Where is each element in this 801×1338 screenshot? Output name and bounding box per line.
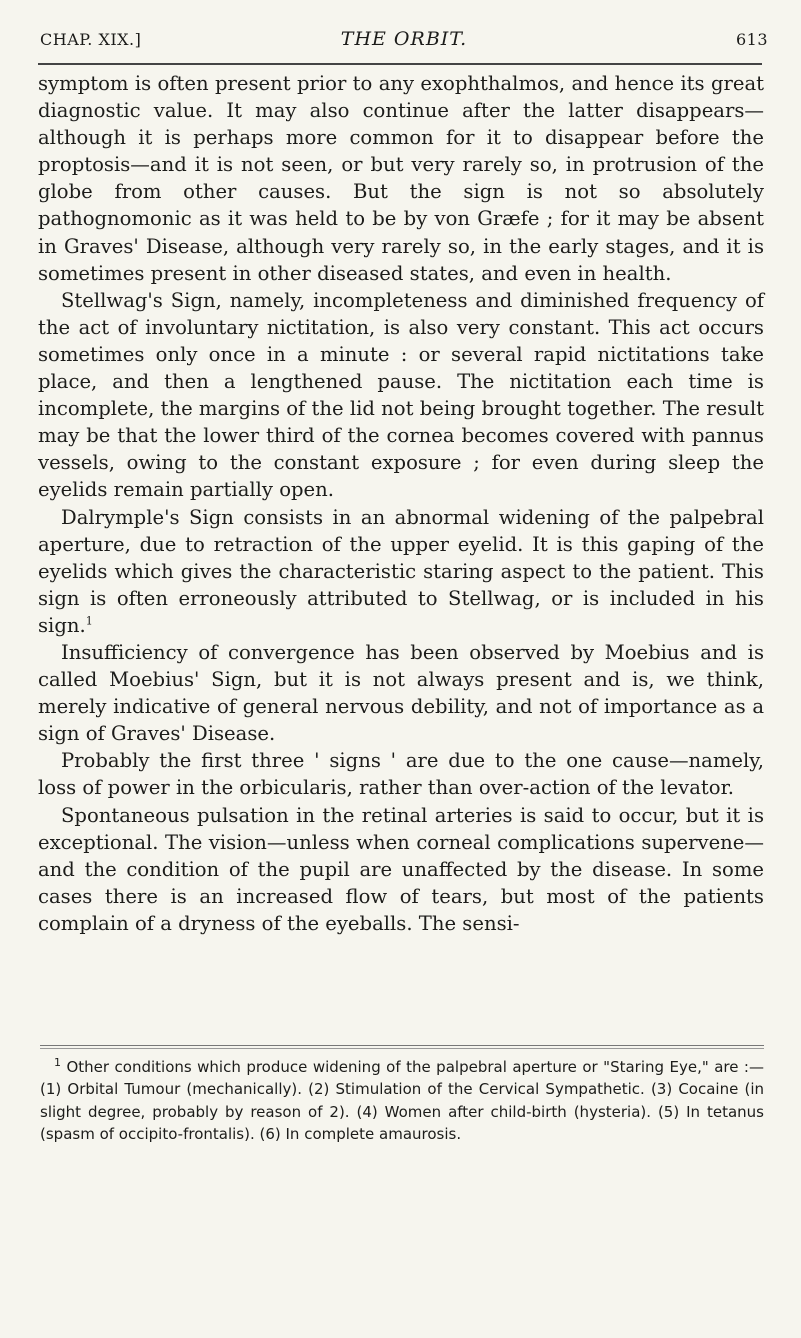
paragraph: Probably the first three ' signs ' are due to the one cause—namely, loss of power in the orbicularis, rather than over-action of the levator. xyxy=(38,749,764,800)
page-title: THE ORBIT. xyxy=(340,28,468,50)
paragraph: Spontaneous pulsation in the retinal arteries is said to occur, but it is exceptional. The vision—unless when corneal complications supervene—and the condition of the pupil are unaffected by the disease. In some cases there is an increased flow of tears, but most of the patients complain of a dryness of the eyeballs. The sensi- xyxy=(38,803,764,935)
paragraph xyxy=(38,504,764,639)
paragraph: symptom is often present prior to any exophthalmos, and hence its great diagnostic value. It may also continue after the latter disappears—although it is perhaps more common for it to disappear before the proptosis—and it is not seen, or but very rarely so, in protrusion of the globe from other causes. But the sign is not so absolutely pathognomonic as it was held to be by von Græfe ; for it may be absent in Graves' Disease, although very rarely so, in the early stages, and it is sometimes present in other diseased states, and even in health. xyxy=(38,72,764,285)
chapter-label: CHAP. XIX.] xyxy=(40,30,142,49)
paragraph: Insufficiency of convergence has been observed by Moebius and is called Moebius' Sign, but it is not always present and is, we think, merely indicative of general nervous debility, and not of importance as a sign of Graves' Disease. xyxy=(38,640,764,746)
footnote-reference: 1 xyxy=(85,614,93,628)
footnote-rule-secondary xyxy=(40,1048,764,1049)
header-rule xyxy=(38,63,762,65)
page-number: 613 xyxy=(735,30,768,49)
paragraph-text: Dalrymple's Sign consists in an abnormal widening of the palpebral aperture, due to retraction of the upper eyelid. It is this gaping of the eyelids which gives the characteristic staring aspect to the patient. This sign is often erroneously attributed to Stellwag, or is included in his sign. xyxy=(38,505,764,637)
paragraph: Stellwag's Sign, namely, incompleteness and diminished frequency of the act of involuntary nictitation, is also very constant. This act occurs sometimes only once in a minute : or several rapid nictitations take place, and then a lengthened pause. The nictitation each time is incomplete, the margins of the lid not being brought together. The result may be that the lower third of the cornea becomes covered with pannus vessels, owing to the constant exposure ; for even during sleep the eyelids remain partially open. xyxy=(38,288,764,502)
footnote-marker: 1 xyxy=(54,1056,61,1069)
footnote-text: Other conditions which produce widening of the palpebral aperture or "Staring Eye," are :—(1) Orbital Tumour (mechanically). (2) Stimulation of the Cervical Sympathetic. (3) Cocaine (in slight degree, probably by reason of 2). (4) Women after child-birth (hysteria). (5) In tetanus (spasm of occipito-frontalis). (6) In complete amaurosis. xyxy=(40,1058,764,1143)
footnote-rule xyxy=(40,1045,764,1046)
running-header xyxy=(40,28,768,54)
footnote xyxy=(40,1056,764,1145)
body-text xyxy=(38,70,764,937)
